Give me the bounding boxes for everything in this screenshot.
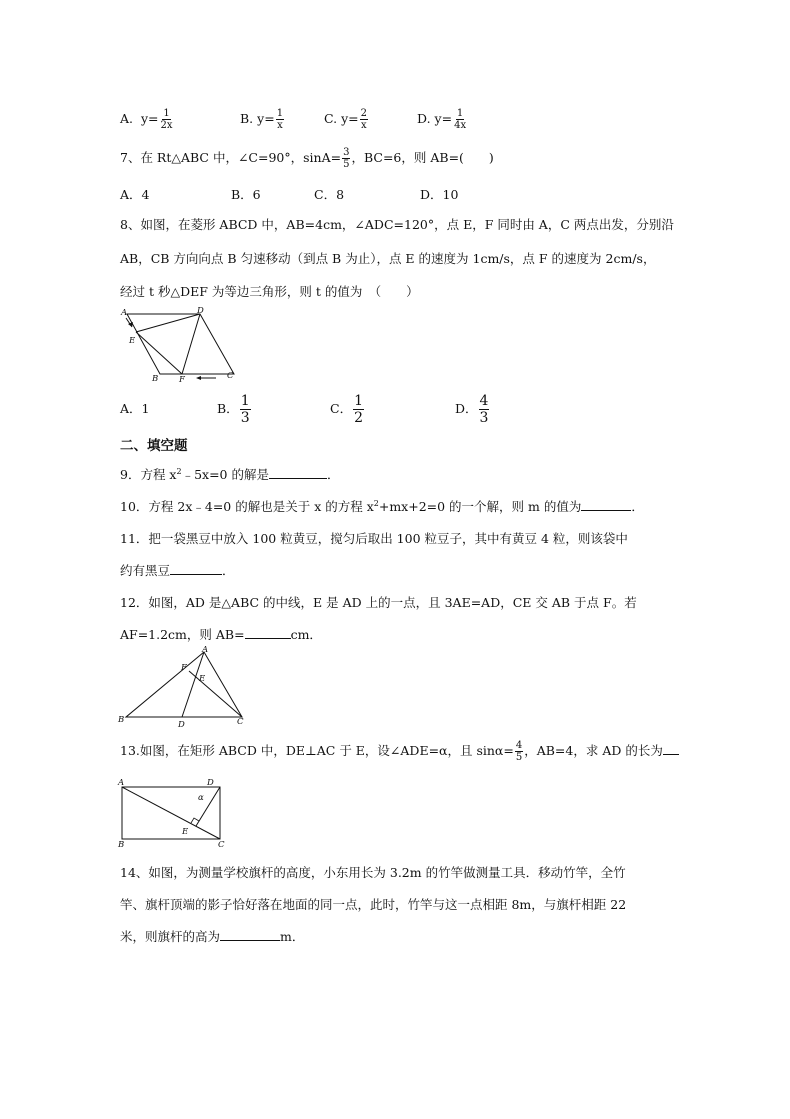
q11-line-2: 约有黑豆 ． xyxy=(120,563,235,578)
label-d: D xyxy=(207,778,214,788)
label-f: F xyxy=(181,663,187,673)
q7-option-b: B．6 xyxy=(231,187,261,202)
q8-line-2: AB，CB 方向向点 B 匀速移动（到点 B 为止），点 E 的速度为 1cm/s，点 F 的速度为 2cm/s， xyxy=(120,251,656,266)
segment-fd xyxy=(182,314,200,374)
triangle-abc xyxy=(126,652,242,717)
q12-answer-blank[interactable] xyxy=(245,626,291,639)
q14-line-3: 米，则旗杆的高为 m． xyxy=(120,929,305,944)
label-c: C xyxy=(227,371,234,381)
q11-answer-blank[interactable] xyxy=(170,562,222,575)
q8-rhombus-figure xyxy=(118,306,248,386)
label-a: A xyxy=(121,308,128,318)
q13: 13.如图，在矩形 ABCD 中，DE⊥AC 于 E，设∠ADE=α，且 sinα= $\frac{4}{5}$ ，AB=4，求 AD 的长为 xyxy=(120,740,679,763)
arrow-f-head xyxy=(196,376,201,380)
q6-option-b: B. y= $\frac{1}{x}$ xyxy=(240,108,284,131)
label-d: D xyxy=(178,720,185,730)
q8-line-3: 经过 t 秒△DEF 为等边三角形，则 t 的值为 （ ） xyxy=(120,284,419,299)
q7-option-a: A．4 xyxy=(120,187,150,202)
segment-ed xyxy=(136,314,200,332)
section-title-fill-in: 二、填空题 xyxy=(120,438,188,454)
q6-option-d: D. y= $\frac{1}{4x}$ xyxy=(417,108,467,131)
label-b: B xyxy=(118,715,125,725)
q14-answer-blank[interactable] xyxy=(220,928,280,941)
q14-line-1: 14、如图，为测量学校旗杆的高度，小东用长为 3.2m 的竹竿做测量工具．移动竹竿，全竹 xyxy=(120,865,626,880)
q8-line-1: 8、如图，在菱形 ABCD 中，AB=4cm，∠ADC=120°，点 E，F 同时由 A，C 两点出发，分别沿 xyxy=(120,217,674,232)
q6-option-c: C. y= $\frac{2}{x}$ xyxy=(324,108,367,131)
label-c: C xyxy=(218,840,225,850)
q8-option-b: B． $\frac{1}{3}$ xyxy=(217,393,250,426)
label-e: E xyxy=(182,827,189,837)
q13-rectangle-figure xyxy=(118,778,230,850)
label-a: A xyxy=(118,778,125,788)
label-b: B xyxy=(152,374,159,384)
segment-ef xyxy=(136,332,182,374)
q8-option-d: D． $\frac{4}{3}$ xyxy=(455,393,489,426)
segment-cf xyxy=(189,671,242,717)
label-d: D xyxy=(197,306,204,316)
q6-option-a: A. y= $\frac{1}{2x}$ xyxy=(120,108,173,131)
label-alpha: α xyxy=(198,793,204,803)
q12-line-2: AF=1.2cm，则 AB= cm． xyxy=(120,627,322,642)
q13-answer-blank[interactable] xyxy=(663,742,679,755)
label-e: E xyxy=(129,336,136,346)
q8-option-c: C． $\frac{1}{2}$ xyxy=(330,393,363,426)
q9-answer-blank[interactable] xyxy=(269,466,327,479)
label-e: E xyxy=(199,674,206,684)
label-f: F xyxy=(179,375,185,385)
q14-line-2: 竿、旗杆顶端的影子恰好落在地面的同一点，此时，竹竿与这一点相距 8m，与旗杆相距 22 xyxy=(120,897,627,912)
q7-option-d: D．10 xyxy=(420,187,459,202)
q12-line-1: 12．如图，AD 是△ABC 的中线，E 是 AD 上的一点，且 3AE=AD，CE 交 AB 于点 F。若 xyxy=(120,595,637,610)
label-a: A xyxy=(202,645,209,655)
rhombus-abcd xyxy=(127,314,234,374)
q12-triangle-figure xyxy=(118,646,253,728)
label-c: C xyxy=(237,717,244,727)
q7-stem: 7、在 Rt△ABC 中，∠C=90°，sinA= $\frac{3}{5}$ ，BC=6，则 AB=( ) xyxy=(120,147,494,170)
diagonal-ac xyxy=(122,787,220,839)
label-b: B xyxy=(118,840,125,850)
q11-line-1: 11．把一袋黑豆中放入 100 粒黄豆，搅匀后取出 100 粒豆子，其中有黄豆 4 粒，则该袋中 xyxy=(120,531,628,546)
q7-option-c: C．8 xyxy=(314,187,345,202)
q10: 10．方程 2x﹣4=0 的解也是关于 x 的方程 $x^2+mx+2=0$ 的一个解，则 m 的值为 ． xyxy=(120,498,644,514)
q9: 9．方程 $x^2﹣5x=0$ 的解是 ． xyxy=(120,466,340,482)
q8-option-a: A．1 xyxy=(120,401,150,416)
q10-answer-blank[interactable] xyxy=(581,498,631,511)
